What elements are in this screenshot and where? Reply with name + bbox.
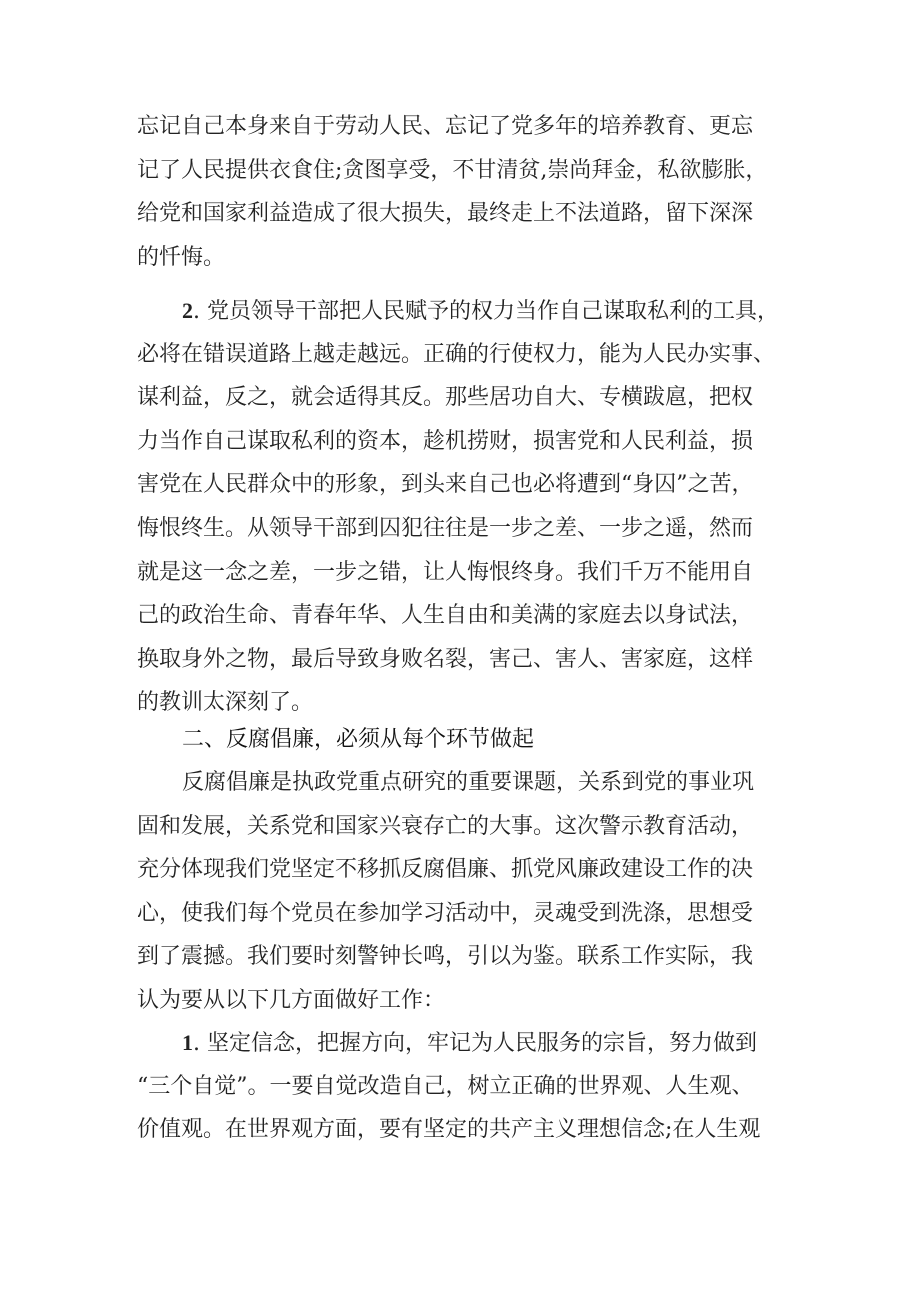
text-line: 价值观。在世界观方面，要有坚定的共产主义理想信念;在人生观	[137, 1117, 761, 1143]
text-line: 害党在人民群众中的形象，到头来自己也必将遭到“身囚”之苦，	[137, 472, 754, 498]
paragraph-1	[137, 105, 797, 279]
text-line: 就是这一念之差，一步之错，让人悔恨终身。我们千万不能用自	[137, 559, 754, 585]
text-line: 固和发展，关系党和国家兴衰存亡的大事。这次警示教育活动，	[137, 813, 754, 839]
paragraph-3	[137, 761, 797, 1023]
text-line: 认为要从以下几方面做好工作：	[137, 987, 446, 1013]
text-line	[137, 1021, 797, 1065]
text-line: 心，使我们每个党员在参加学习活动中，灵魂受到洗涤，思想受	[137, 900, 754, 926]
text-line: 给党和国家利益造成了很大损失，最终走上不法道路，留下深深	[137, 201, 754, 227]
text-line: 必将在错误道路上越走越远。正确的行使权力，能为人民办实事、	[137, 341, 776, 367]
text-segment: . 党员领导干部把人民赋予的权力当作自己谋取私利的工具，	[193, 299, 779, 324]
text-line: 充分体现我们党坚定不移抓反腐倡廉、抓党风廉政建设工作的决	[137, 857, 754, 883]
paragraph-4	[137, 1021, 797, 1152]
text-line: 的忏悔。	[137, 244, 226, 270]
section-heading	[137, 718, 797, 762]
text-line: 记了人民提供衣食住;贪图享受，不甘清贫,崇尚拜金，私欲膨胀，	[137, 157, 768, 183]
text-line: 谋利益，反之，就会适得其反。那些居功自大、专横跋扈，把权	[137, 385, 754, 411]
text-line: 换取身外之物，最后导致身败名裂，害己、害人、害家庭，这样	[137, 646, 754, 672]
text-line: 反腐倡廉是执政党重点研究的重要课题，关系到党的事业巩	[182, 770, 755, 795]
heading-2: 二、反腐倡廉，必须从每个环节做起	[182, 727, 535, 752]
text-line: 到了震撼。我们要时刻警钟长鸣，引以为鉴。联系工作实际，我	[137, 944, 754, 970]
list-number: 1	[182, 1030, 193, 1055]
list-number: 2	[182, 298, 193, 323]
paragraph-2	[137, 289, 797, 725]
text-line: 忘记自己本身来自于劳动人民、忘记了党多年的培养教育、更忘	[137, 114, 754, 139]
text-line	[137, 289, 797, 333]
text-line: 悔恨终生。从领导干部到囚犯往往是一步之差、一步之遥，然而	[137, 515, 754, 541]
text-line: “三个自觉”。一要自觉改造自己，树立正确的世界观、人生观、	[137, 1073, 754, 1099]
text-line: 己的政治生命、青春年华、人生自由和美满的家庭去以身试法，	[137, 603, 754, 629]
text-line: 力当作自己谋取私利的资本，趁机捞财，损害党和人民利益，损	[137, 428, 754, 454]
text-line: 的教训太深刻了。	[137, 690, 314, 716]
text-segment: . 坚定信念，把握方向，牢记为人民服务的宗旨，努力做到	[193, 1031, 757, 1056]
